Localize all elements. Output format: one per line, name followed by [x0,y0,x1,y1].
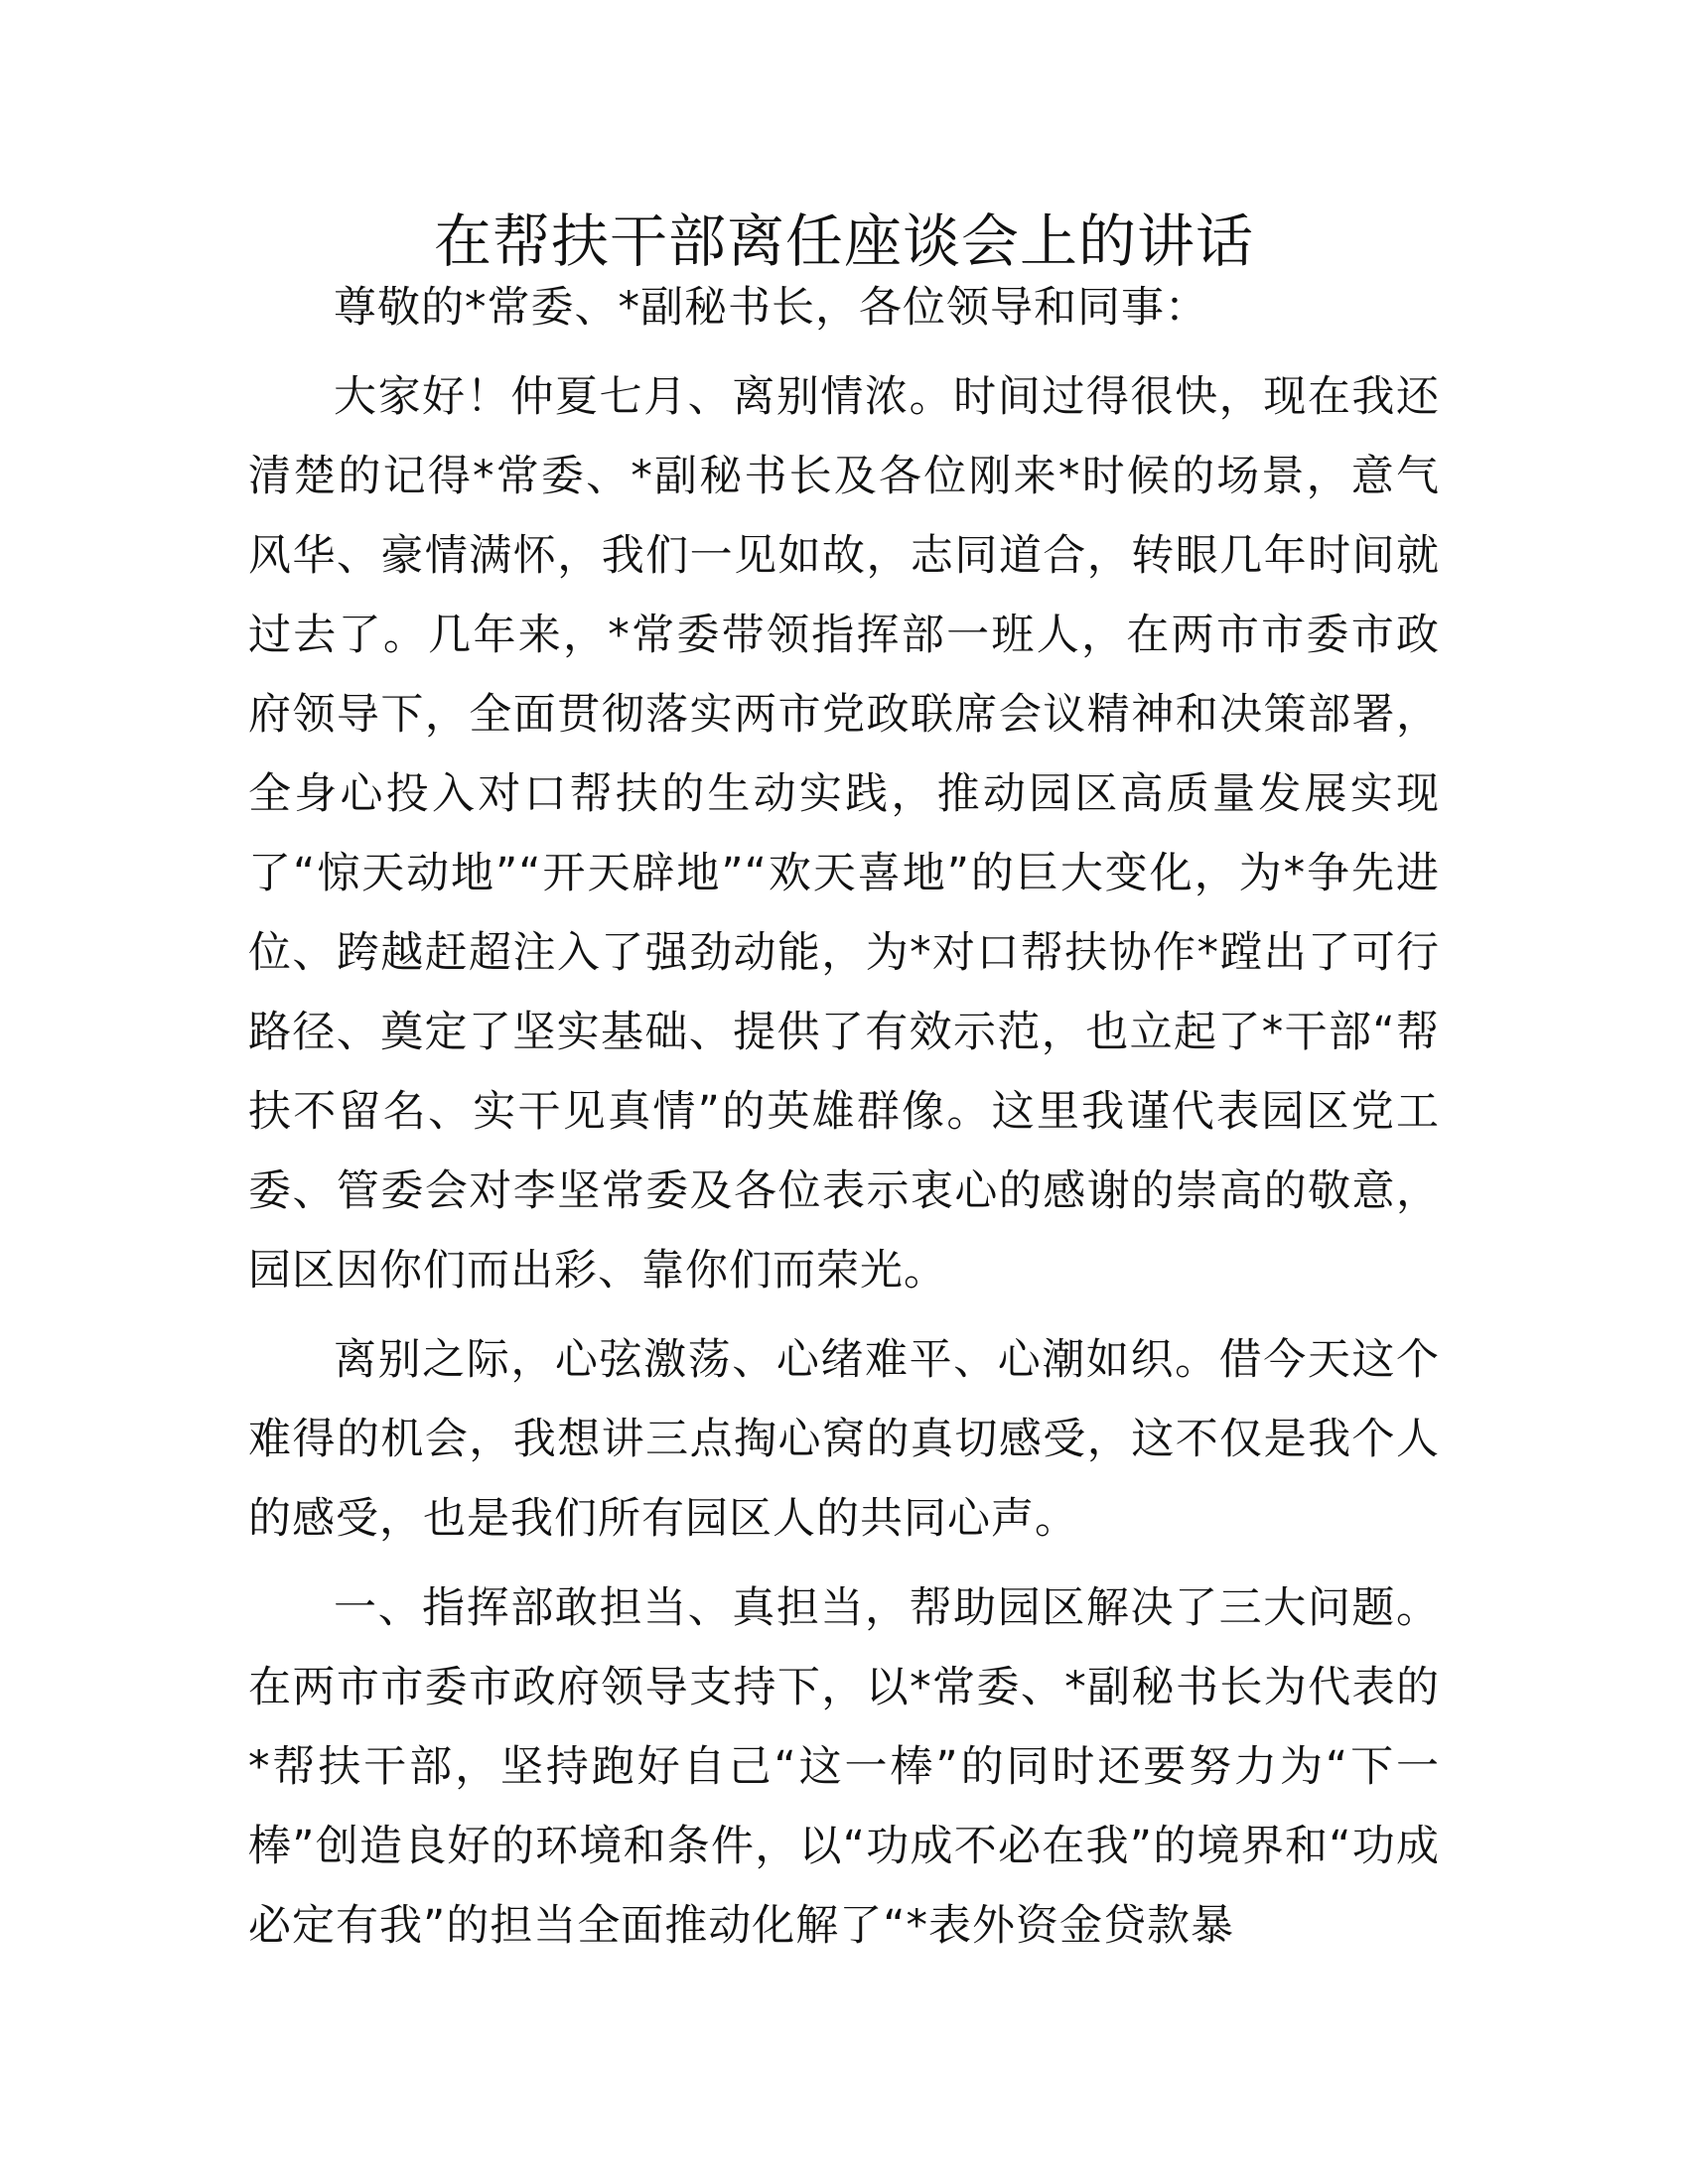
document-title: 在帮扶干部离任座谈会上的讲话 [433,207,1254,275]
salutation: 尊敬的*常委、*副秘书长，各位领导和同事： [334,283,1208,333]
paragraph-1: 大家好！仲夏七月、离别情浓。时间过得很快，现在我还清楚的记得*常委、*副秘书长及各位刚来*时候的场景，意气风华、豪情满怀，我们一见如故，志同道合，转眼几年时间就过去了。几年来，*常委带领指挥部一班人，在两市市委市政府领导下，全面贯彻落实两市党政联席会议精神和决策部署，全身心投入对口帮扶的生动实践，推动园区高质量发展实现了“惊天动地”“开天辟地”“欢天喜地”的巨大变化，为*争先进位、跨越赶超注入了强劲动能，为*对口帮扶协作*蹚出了可行路径、奠定了坚实基础、提供了有效示范，也立起了*干部“帮扶不留名、实干见真情”的英雄群像。这里我谨代表园区党工委、管委会对李坚常委及各位表示衷心的感谢的崇高的敬意，园区因你们而出彩、靠你们而荣光。 [248,372,1440,1296]
paragraph-3: 一、指挥部敢担当、真担当，帮助园区解决了三大问题。在两市市委市政府领导支持下，以*常委、*副秘书长为代表的*帮扶干部，坚持跑好自己“这一棒”的同时还要努力为“下一棒”创造良好的环境和条件，以“功成不必在我”的境界和“功成必定有我”的担当全面推动化解了“*表外资金贷款暴 [248,1583,1440,1951]
document-body [248,268,1440,1966]
paragraph-2: 离别之际，心弦激荡、心绪难平、心潮如织。借今天这个难得的机会，我想讲三点掏心窝的真切感受，这不仅是我个人的感受，也是我们所有园区人的共同心声。 [248,1335,1440,1544]
